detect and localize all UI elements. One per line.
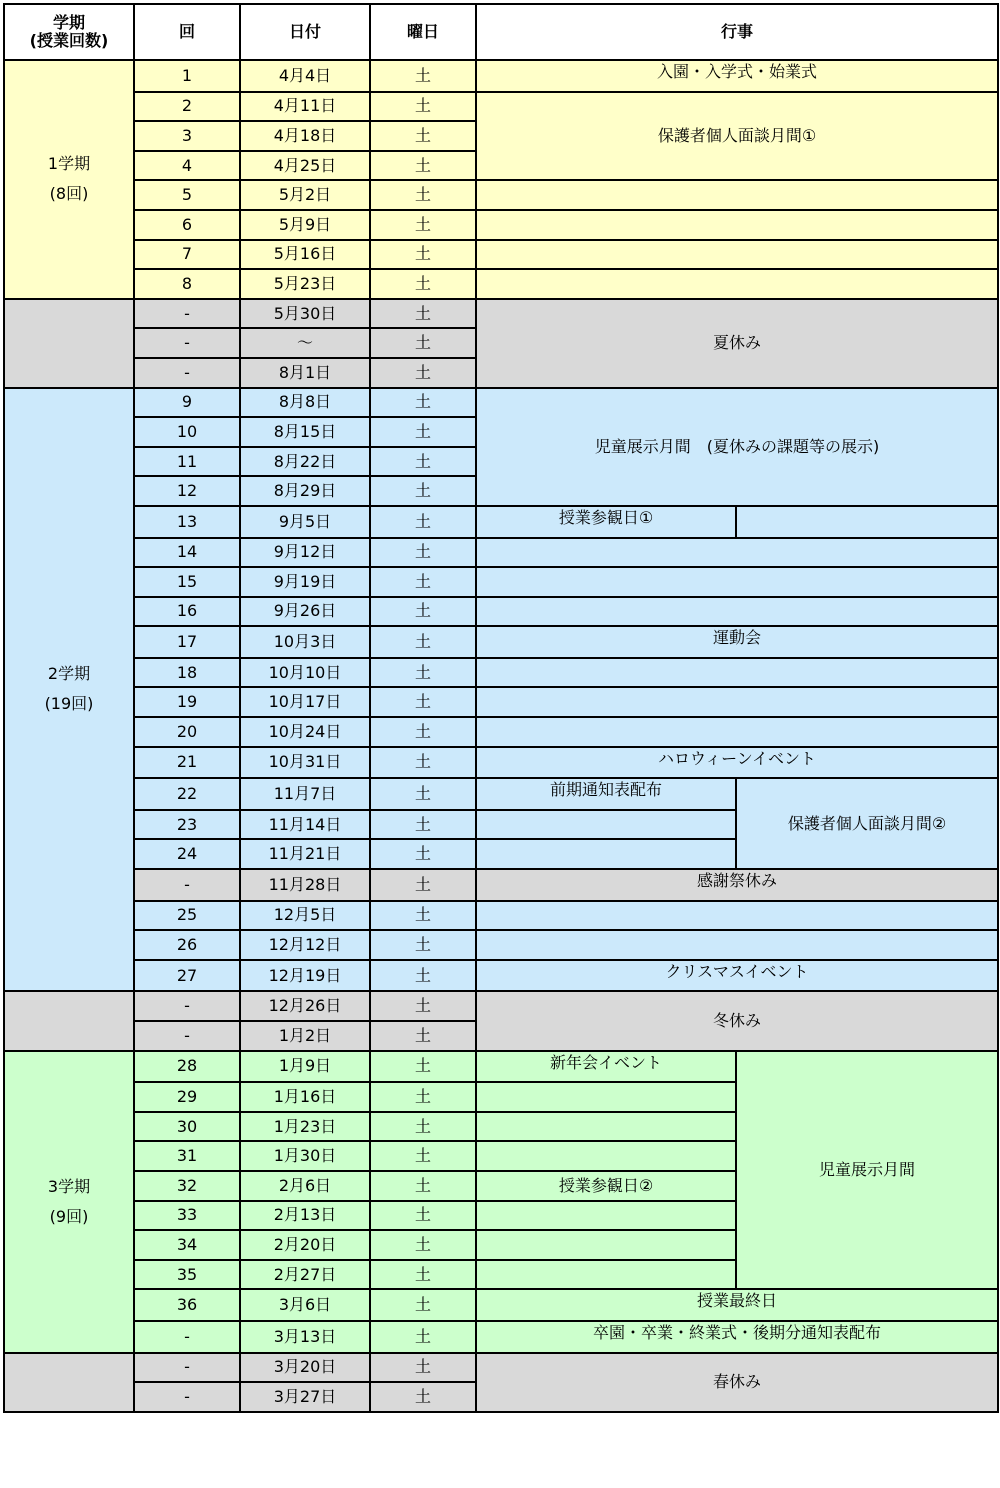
event-empty <box>476 567 998 597</box>
row-number: 34 <box>134 1230 240 1260</box>
event-child-exhibition-2: 児童展示月間 <box>736 1051 998 1290</box>
table-row <box>4 506 998 538</box>
header-weekday: 曜日 <box>370 4 476 60</box>
event-class-visit-1: 授業参観日① <box>476 506 736 538</box>
row-weekday: 土 <box>370 538 476 568</box>
row-weekday: 土 <box>370 151 476 181</box>
row-weekday: 土 <box>370 269 476 299</box>
row-weekday: 土 <box>370 476 476 506</box>
row-date: 4月25日 <box>240 151 370 181</box>
table-row <box>4 269 998 299</box>
row-number: 30 <box>134 1112 240 1142</box>
row-date: 1月16日 <box>240 1082 370 1112</box>
row-number: 17 <box>134 626 240 658</box>
row-date: 10月10日 <box>240 658 370 688</box>
row-weekday: 土 <box>370 1382 476 1412</box>
table-row <box>4 1321 998 1353</box>
event-christmas: クリスマスイベント <box>476 960 998 992</box>
table-row <box>4 210 998 240</box>
event-sports-day: 運動会 <box>476 626 998 658</box>
table-row <box>4 687 998 717</box>
row-date: 3月13日 <box>240 1321 370 1353</box>
row-weekday: 土 <box>370 1082 476 1112</box>
row-date: 5月2日 <box>240 180 370 210</box>
row-date: 5月9日 <box>240 210 370 240</box>
row-weekday: 土 <box>370 447 476 477</box>
row-weekday: 土 <box>370 1353 476 1383</box>
row-number: 8 <box>134 269 240 299</box>
event-empty <box>476 1112 736 1142</box>
row-date: 3月20日 <box>240 1353 370 1383</box>
row-number: - <box>134 991 240 1021</box>
row-number: 19 <box>134 687 240 717</box>
row-number: - <box>134 1382 240 1412</box>
event-entrance: 入園・入学式・始業式 <box>476 60 998 92</box>
row-number: 12 <box>134 476 240 506</box>
event-empty <box>476 930 998 960</box>
row-weekday: 土 <box>370 901 476 931</box>
event-graduation: 卒園・卒業・終業式・後期分通知表配布 <box>476 1321 998 1353</box>
table-row <box>4 747 998 779</box>
row-date: 10月24日 <box>240 717 370 747</box>
event-empty <box>476 687 998 717</box>
table-row <box>4 1353 998 1383</box>
row-number: 1 <box>134 60 240 92</box>
event-new-year: 新年会イベント <box>476 1051 736 1083</box>
row-number: - <box>134 299 240 329</box>
row-weekday: 土 <box>370 1201 476 1231</box>
row-weekday: 土 <box>370 1051 476 1083</box>
holiday-term-cell <box>4 1353 134 1412</box>
row-number: 21 <box>134 747 240 779</box>
row-date: 9月5日 <box>240 506 370 538</box>
row-number: 33 <box>134 1201 240 1231</box>
row-date: ～ <box>240 328 370 358</box>
row-date: 1月30日 <box>240 1141 370 1171</box>
row-weekday: 土 <box>370 92 476 122</box>
row-weekday: 土 <box>370 299 476 329</box>
table-row <box>4 930 998 960</box>
row-date: 8月1日 <box>240 358 370 388</box>
row-number: 32 <box>134 1171 240 1201</box>
row-date: 11月14日 <box>240 810 370 840</box>
event-empty <box>476 1082 736 1112</box>
row-weekday: 土 <box>370 597 476 627</box>
row-number: 4 <box>134 151 240 181</box>
row-number: 13 <box>134 506 240 538</box>
row-number: - <box>134 328 240 358</box>
event-parent-interview-1: 保護者個人面談月間① <box>476 92 998 181</box>
event-empty <box>476 210 998 240</box>
row-weekday: 土 <box>370 839 476 869</box>
row-number: 29 <box>134 1082 240 1112</box>
row-number: 2 <box>134 92 240 122</box>
event-halloween: ハロウィーンイベント <box>476 747 998 779</box>
row-date: 4月11日 <box>240 92 370 122</box>
row-weekday: 土 <box>370 180 476 210</box>
row-date: 2月27日 <box>240 1260 370 1290</box>
row-date: 11月28日 <box>240 869 370 901</box>
row-date: 8月29日 <box>240 476 370 506</box>
row-number: 3 <box>134 121 240 151</box>
event-empty <box>476 597 998 627</box>
table-row <box>4 901 998 931</box>
row-number: 15 <box>134 567 240 597</box>
row-number: 20 <box>134 717 240 747</box>
row-date: 9月12日 <box>240 538 370 568</box>
row-weekday: 土 <box>370 810 476 840</box>
event-empty <box>476 901 998 931</box>
row-date: 2月20日 <box>240 1230 370 1260</box>
event-empty <box>476 1201 736 1231</box>
event-empty <box>476 1260 736 1290</box>
row-number: 22 <box>134 778 240 810</box>
row-weekday: 土 <box>370 1112 476 1142</box>
row-date: 1月23日 <box>240 1112 370 1142</box>
row-number: 27 <box>134 960 240 992</box>
row-weekday: 土 <box>370 1289 476 1321</box>
row-date: 10月3日 <box>240 626 370 658</box>
table-row <box>4 180 998 210</box>
row-date: 12月19日 <box>240 960 370 992</box>
row-date: 3月6日 <box>240 1289 370 1321</box>
header-date: 日付 <box>240 4 370 60</box>
table-row <box>4 1289 998 1321</box>
event-parent-interview-2: 保護者個人面談月間② <box>736 778 998 869</box>
row-number: 9 <box>134 388 240 418</box>
row-weekday: 土 <box>370 210 476 240</box>
row-weekday: 土 <box>370 240 476 270</box>
row-weekday: 土 <box>370 417 476 447</box>
row-weekday: 土 <box>370 328 476 358</box>
row-date: 12月12日 <box>240 930 370 960</box>
row-number: 23 <box>134 810 240 840</box>
table-row <box>4 869 998 901</box>
table-row <box>4 717 998 747</box>
row-number: 10 <box>134 417 240 447</box>
row-date: 12月5日 <box>240 901 370 931</box>
header-number: 回 <box>134 4 240 60</box>
row-date: 5月23日 <box>240 269 370 299</box>
event-class-visit-2: 授業参観日② <box>476 1171 736 1201</box>
row-weekday: 土 <box>370 687 476 717</box>
table-row <box>4 388 998 418</box>
row-number: 14 <box>134 538 240 568</box>
row-weekday: 土 <box>370 778 476 810</box>
table-row <box>4 658 998 688</box>
row-number: - <box>134 869 240 901</box>
row-weekday: 土 <box>370 626 476 658</box>
table-row <box>4 60 998 92</box>
row-number: 36 <box>134 1289 240 1321</box>
event-empty <box>736 506 998 538</box>
table-row <box>4 991 998 1021</box>
row-weekday: 土 <box>370 747 476 779</box>
row-weekday: 土 <box>370 1171 476 1201</box>
row-weekday: 土 <box>370 358 476 388</box>
row-date: 11月21日 <box>240 839 370 869</box>
row-date: 1月9日 <box>240 1051 370 1083</box>
event-empty <box>476 839 736 869</box>
school-calendar-table <box>3 3 999 1413</box>
table-row <box>4 626 998 658</box>
table-row <box>4 240 998 270</box>
row-weekday: 土 <box>370 1260 476 1290</box>
row-number: 24 <box>134 839 240 869</box>
event-empty <box>476 1230 736 1260</box>
row-date: 4月4日 <box>240 60 370 92</box>
header-row <box>4 4 998 60</box>
event-empty <box>476 658 998 688</box>
term-3-cell: 3学期 (9回) <box>4 1051 134 1353</box>
event-report-card-1: 前期通知表配布 <box>476 778 736 810</box>
row-date: 9月26日 <box>240 597 370 627</box>
term-2-cell: 2学期 (19回) <box>4 388 134 992</box>
row-number: 25 <box>134 901 240 931</box>
row-date: 3月27日 <box>240 1382 370 1412</box>
row-number: 31 <box>134 1141 240 1171</box>
event-empty <box>476 717 998 747</box>
holiday-term-cell <box>4 299 134 388</box>
header-term: 学期 (授業回数) <box>4 4 134 60</box>
event-empty <box>476 810 736 840</box>
row-weekday: 土 <box>370 1141 476 1171</box>
row-date: 1月2日 <box>240 1021 370 1051</box>
row-weekday: 土 <box>370 930 476 960</box>
event-winter-break: 冬休み <box>476 991 998 1050</box>
row-date: 8月8日 <box>240 388 370 418</box>
row-number: - <box>134 358 240 388</box>
row-weekday: 土 <box>370 717 476 747</box>
row-date: 2月13日 <box>240 1201 370 1231</box>
row-weekday: 土 <box>370 1321 476 1353</box>
row-number: 28 <box>134 1051 240 1083</box>
row-weekday: 土 <box>370 869 476 901</box>
row-date: 5月16日 <box>240 240 370 270</box>
row-number: 7 <box>134 240 240 270</box>
row-weekday: 土 <box>370 1021 476 1051</box>
row-weekday: 土 <box>370 960 476 992</box>
row-weekday: 土 <box>370 658 476 688</box>
row-date: 4月18日 <box>240 121 370 151</box>
event-empty <box>476 180 998 210</box>
row-number: - <box>134 1321 240 1353</box>
row-weekday: 土 <box>370 121 476 151</box>
row-number: 11 <box>134 447 240 477</box>
row-weekday: 土 <box>370 991 476 1021</box>
holiday-term-cell <box>4 991 134 1050</box>
row-number: 6 <box>134 210 240 240</box>
row-date: 2月6日 <box>240 1171 370 1201</box>
row-weekday: 土 <box>370 60 476 92</box>
row-number: 18 <box>134 658 240 688</box>
table-row <box>4 92 998 122</box>
event-child-exhibition-1: 児童展示月間 (夏休みの課題等の展示) <box>476 388 998 506</box>
row-date: 10月17日 <box>240 687 370 717</box>
table-row <box>4 1051 998 1083</box>
table-row <box>4 778 998 810</box>
table-row <box>4 567 998 597</box>
row-weekday: 土 <box>370 388 476 418</box>
event-empty <box>476 269 998 299</box>
table-row <box>4 538 998 568</box>
table-row <box>4 960 998 992</box>
row-number: - <box>134 1353 240 1383</box>
table-row <box>4 299 998 329</box>
row-weekday: 土 <box>370 506 476 538</box>
header-event: 行事 <box>476 4 998 60</box>
event-summer-break: 夏休み <box>476 299 998 388</box>
event-empty <box>476 240 998 270</box>
row-number: 5 <box>134 180 240 210</box>
row-number: 35 <box>134 1260 240 1290</box>
event-empty <box>476 538 998 568</box>
row-date: 12月26日 <box>240 991 370 1021</box>
table-row <box>4 597 998 627</box>
event-spring-break: 春休み <box>476 1353 998 1412</box>
row-date: 5月30日 <box>240 299 370 329</box>
event-thanksgiving-break: 感謝祭休み <box>476 869 998 901</box>
row-number: - <box>134 1021 240 1051</box>
row-date: 10月31日 <box>240 747 370 779</box>
term-1-cell: 1学期 (8回) <box>4 60 134 299</box>
row-number: 26 <box>134 930 240 960</box>
row-weekday: 土 <box>370 1230 476 1260</box>
row-date: 11月7日 <box>240 778 370 810</box>
event-empty <box>476 1141 736 1171</box>
event-last-class: 授業最終日 <box>476 1289 998 1321</box>
row-date: 8月15日 <box>240 417 370 447</box>
row-weekday: 土 <box>370 567 476 597</box>
row-number: 16 <box>134 597 240 627</box>
row-date: 9月19日 <box>240 567 370 597</box>
row-date: 8月22日 <box>240 447 370 477</box>
